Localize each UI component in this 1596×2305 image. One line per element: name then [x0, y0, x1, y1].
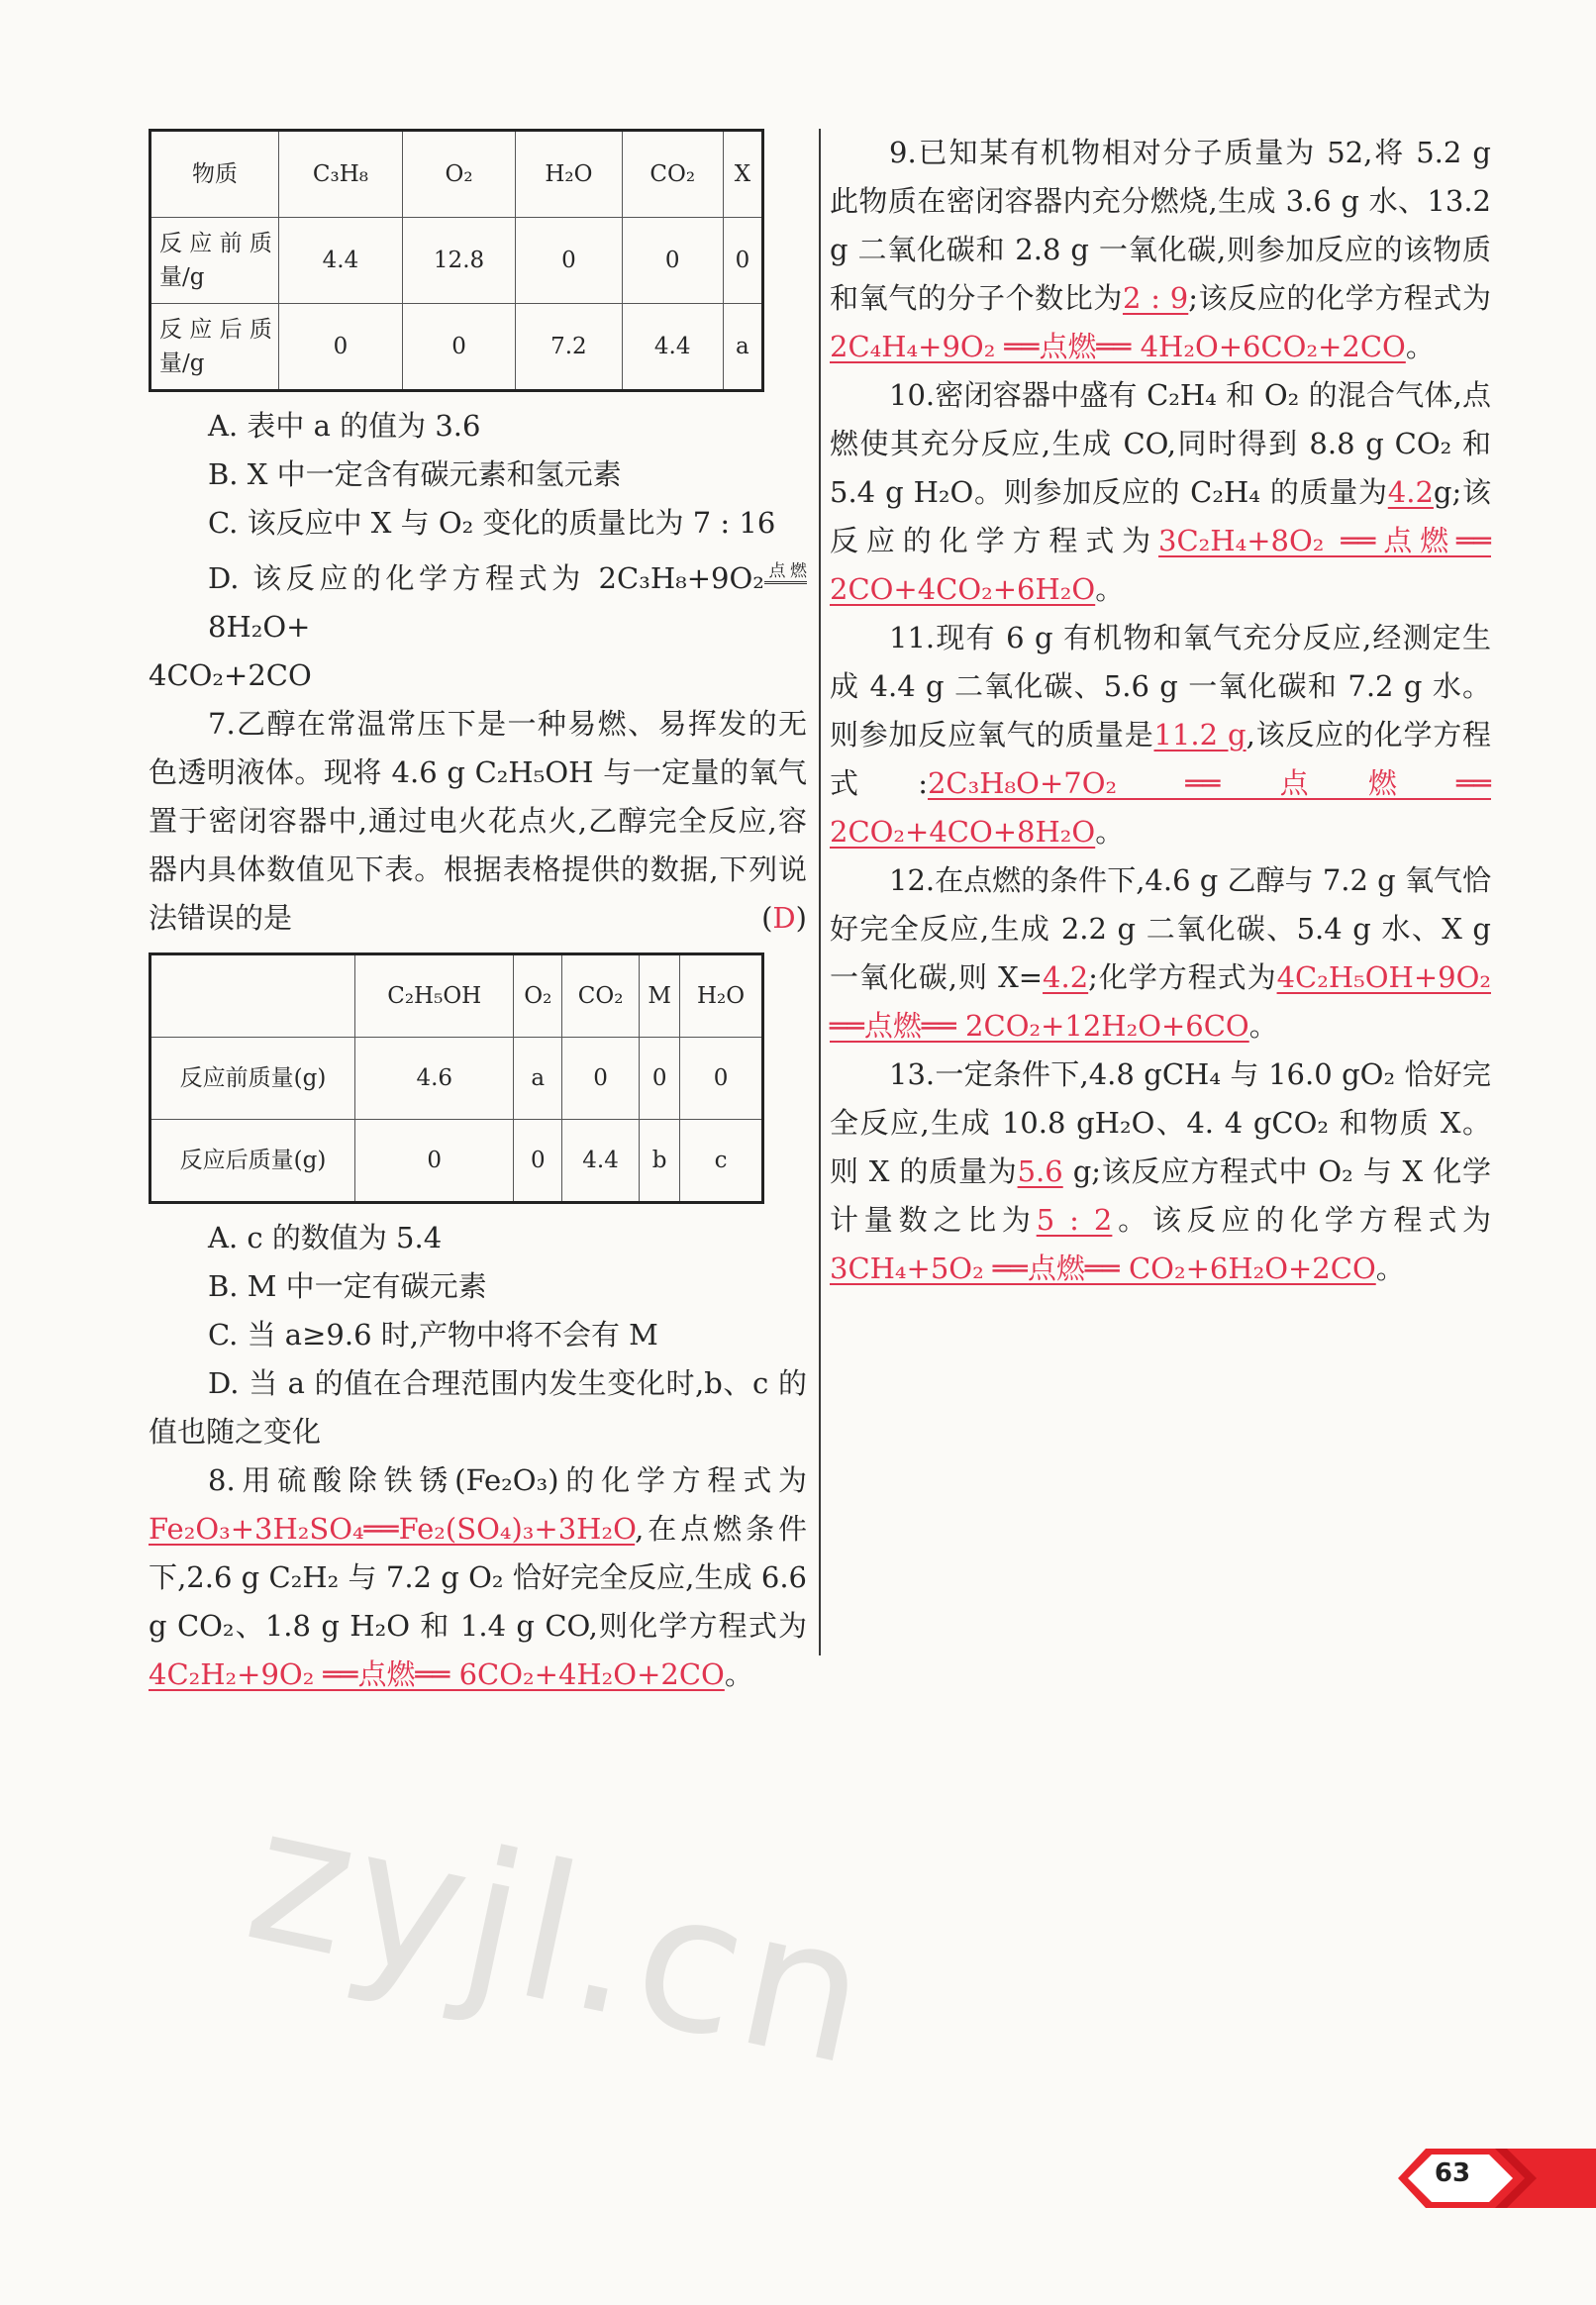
answer-equation: 4C₂H₅OH+9O₂ ══点燃══ 2CO₂+12H₂O+6CO	[830, 960, 1491, 1043]
table-cell: 0	[516, 218, 623, 304]
table-row	[150, 1038, 763, 1120]
table-row	[150, 304, 763, 391]
question-text: ,在点燃条件下,2.6 g C₂H₂ 与 7.2 g O₂ 恰好完全反应,生成 6.6 g CO₂、1.8 g H₂O 和 1.4 g CO,则化学方程式为	[149, 1512, 807, 1643]
answer-blank: 4.2	[1043, 960, 1089, 994]
answer-blank: 11.2 g	[1153, 718, 1247, 752]
table-header-cell: X	[723, 131, 762, 218]
table-cell: 0	[640, 1038, 680, 1120]
column-divider	[819, 129, 821, 1655]
row-label: 反应后质量(g)	[150, 1120, 355, 1203]
table-header-cell: H₂O	[516, 131, 623, 218]
option-a: A. 表中 a 的值为 3.6	[208, 409, 481, 443]
answer-bracket	[702, 894, 807, 943]
question-7-stem: 7.乙醇在常温常压下是一种易燃、易挥发的无色透明液体。现将 4.6 g C₂H₅OH 与一定量的氧气置于密闭容器中,通过电火花点火,乙醇完全反应,容器内具体数值见下表。根据表格提供的数据,下列说法错误的是	[149, 707, 807, 935]
bracket: (	[761, 901, 773, 935]
question-9	[830, 129, 1491, 371]
question-text: 。	[1095, 815, 1125, 849]
table-header-cell: CO₂	[622, 131, 723, 218]
table-cell: 0	[514, 1120, 562, 1203]
option-d-text: D. 该反应的化学方程式为 2C₃H₈+9O₂	[208, 561, 764, 595]
answer-blank: 5.6	[1017, 1154, 1063, 1188]
question-text: 8.用硫酸除铁锈(Fe₂O₃)的化学方程式为	[208, 1463, 807, 1497]
question-text: g;该反应的化学方程式为	[830, 475, 1491, 557]
row-label: 反 应 前 质量/g	[150, 218, 279, 304]
table-c3h8-combustion	[149, 129, 764, 392]
question-text: 。	[1405, 330, 1435, 363]
answer-blank: 5 : 2	[1036, 1203, 1113, 1237]
table-cell: 0	[402, 304, 515, 391]
table-cell: c	[680, 1120, 763, 1203]
table-header-cell	[150, 954, 355, 1038]
option-a: A. c 的数值为 5.4	[208, 1221, 443, 1254]
table-cell: 4.4	[622, 304, 723, 391]
option-d: D. 当 a 的值在合理范围内发生变化时,b、c 的值也随之变化	[149, 1366, 807, 1449]
table-row	[150, 1120, 763, 1203]
option-b: B. X 中一定含有碳元素和氢元素	[208, 457, 622, 491]
table-header-cell: C₃H₈	[279, 131, 403, 218]
question-text: ;化学方程式为	[1088, 960, 1277, 994]
question-text: 9.已知某有机物相对分子质量为 52,将 5.2 g 此物质在密闭容器内充分燃烧,生成 3.6 g 水、13.2 g 二氧化碳和 2.8 g 一氧化碳,则参加反应的该物质和氧气的分子个数比为	[830, 136, 1491, 315]
table-cell: 4.6	[355, 1038, 514, 1120]
question-text: g;该反应方程式中 O₂ 与 X 化学计量数之比为	[830, 1154, 1491, 1237]
question-text: 。	[724, 1657, 753, 1691]
question-text: 。	[1095, 572, 1125, 606]
table-header-row	[150, 954, 763, 1038]
table-cell: 7.2	[516, 304, 623, 391]
answer-blank: 2 : 9	[1122, 281, 1189, 315]
right-column	[830, 129, 1491, 1293]
left-column	[149, 129, 807, 1699]
table-header-row	[150, 131, 763, 218]
watermark: zyjl.cn	[231, 1763, 889, 2109]
question-text: 。	[1375, 1252, 1405, 1285]
bracket: )	[795, 901, 807, 935]
table-header-cell: CO₂	[562, 954, 640, 1038]
table-ethanol-combustion	[149, 952, 764, 1204]
answer-equation: Fe₂O₃+3H₂SO₄══Fe₂(SO₄)₃+3H₂O	[149, 1512, 636, 1546]
answer-equation: 4C₂H₂+9O₂ ══点燃══ 6CO₂+4H₂O+2CO	[149, 1657, 725, 1691]
row-label: 反 应 后 质量/g	[150, 304, 279, 391]
option-c: C. 该反应中 X 与 O₂ 变化的质量比为 7 : 16	[208, 506, 776, 540]
table-header-cell: H₂O	[680, 954, 763, 1038]
table-cell: 0	[562, 1038, 640, 1120]
question-7	[149, 700, 807, 943]
table-cell: 0	[279, 304, 403, 391]
answer-blank: 4.2	[1387, 475, 1434, 509]
question-11	[830, 614, 1491, 856]
answer-choice: D	[772, 901, 796, 935]
table-row	[150, 218, 763, 304]
table-cell: 0	[723, 218, 762, 304]
option-d-text: 8H₂O+	[208, 610, 311, 644]
table-header-cell: O₂	[514, 954, 562, 1038]
question-8	[149, 1456, 807, 1699]
table-cell: a	[723, 304, 762, 391]
question-text: 11.现有 6 g 有机物和氧气充分反应,经测定生成 4.4 g 二氧化碳、5.6 g 一氧化碳和 7.2 g 水。则参加反应氧气的质量是	[830, 621, 1491, 752]
table-cell: 0	[622, 218, 723, 304]
option-b: B. M 中一定有碳元素	[208, 1269, 487, 1303]
table-header-cell: C₂H₅OH	[355, 954, 514, 1038]
question-text: 13.一定条件下,4.8 gCH₄ 与 16.0 gO₂ 恰好完全反应,生成 10.8 gH₂O、4. 4 gCO₂ 和物质 X。则 X 的质量为	[830, 1057, 1491, 1188]
option-d	[149, 548, 807, 651]
table-header-cell: 物质	[150, 131, 279, 218]
table-cell: 0	[355, 1120, 514, 1203]
answer-equation: 2C₃H₈O+7O₂ ══点燃══ 2CO₂+4CO+8H₂O	[830, 766, 1491, 849]
table-cell: 4.4	[279, 218, 403, 304]
row-label: 反应前质量(g)	[150, 1038, 355, 1120]
table-cell: 4.4	[562, 1120, 640, 1203]
question-text: 10.密闭容器中盛有 C₂H₄ 和 O₂ 的混合气体,点燃使其充分反应,生成 CO,同时得到 8.8 g CO₂ 和 5.4 g H₂O。则参加反应的 C₂H₄ 的质量为	[830, 378, 1491, 509]
question-12	[830, 856, 1491, 1051]
table-cell: a	[514, 1038, 562, 1120]
table-header-cell: O₂	[402, 131, 515, 218]
answer-equation: 3CH₄+5O₂ ══点燃══ CO₂+6H₂O+2CO	[830, 1252, 1376, 1285]
table-cell: 0	[680, 1038, 763, 1120]
question-13	[830, 1051, 1491, 1293]
option-c: C. 当 a≥9.6 时,产物中将不会有 M	[208, 1318, 658, 1352]
answer-equation: 2C₄H₄+9O₂ ══点燃══ 4H₂O+6CO₂+2CO	[830, 330, 1406, 363]
question-text: 12.在点燃的条件下,4.6 g 乙醇与 7.2 g 氧气恰好完全反应,生成 2.2 g 二氧化碳、5.4 g 水、X g 一氧化碳,则 X=	[830, 863, 1491, 994]
question-text: ,该反应的化学方程式:	[830, 718, 1491, 800]
answer-equation: 3C₂H₄+8O₂ ══点燃══ 2CO+4CO₂+6H₂O	[830, 524, 1491, 606]
question-text: 。该反应的化学方程式为	[1112, 1203, 1491, 1237]
option-d-line2: 4CO₂+2CO	[149, 658, 312, 692]
question-text: ;该反应的化学方程式为	[1188, 281, 1491, 315]
condition-label: 点燃	[764, 561, 807, 584]
table-cell: 12.8	[402, 218, 515, 304]
question-text: 。	[1248, 1009, 1278, 1043]
table-header-cell: M	[640, 954, 680, 1038]
table-cell: b	[640, 1120, 680, 1203]
page-number: 63	[1434, 2158, 1471, 2188]
question-10	[830, 371, 1491, 614]
